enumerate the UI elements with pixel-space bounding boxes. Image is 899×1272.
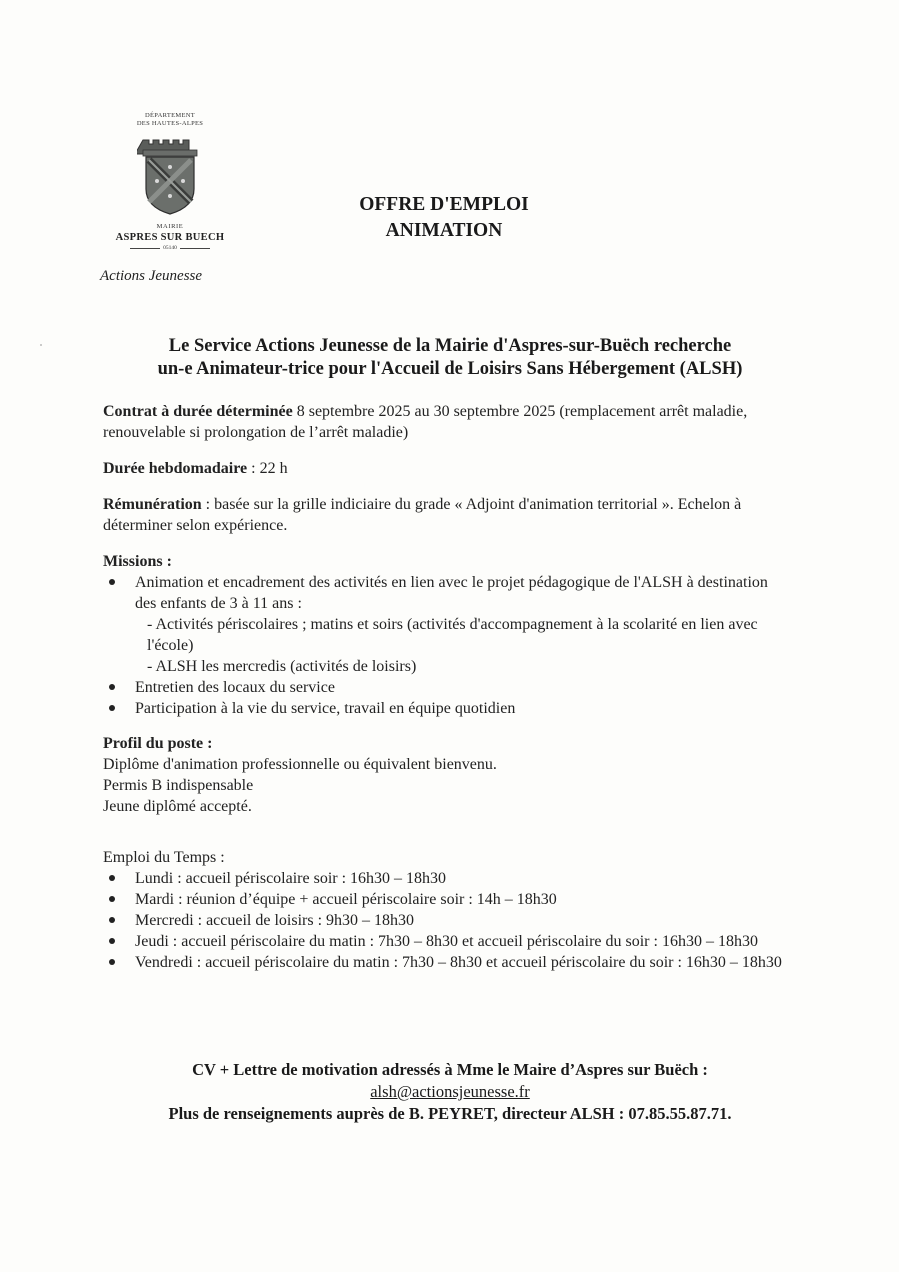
logo-town-name: ASPRES SUR BUECH	[115, 232, 225, 243]
duration-text: : 22 h	[247, 460, 288, 477]
pay-text: : basée sur la grille indiciaire du grade « Adjoint d'animation territorial ». Echelon à déterminer selon expérience.	[103, 496, 742, 534]
municipality-logo	[108, 112, 232, 251]
footer-contact-line: Plus de renseignements auprès de B. PEYRET, directeur ALSH : 07.85.55.87.71.	[168, 1104, 732, 1123]
bullet-icon	[109, 917, 115, 923]
offer-title	[300, 192, 588, 244]
profile-section	[103, 733, 793, 817]
bullet-icon	[109, 938, 115, 944]
contract-label: Contrat à durée déterminée	[103, 403, 293, 420]
schedule-section	[103, 847, 793, 973]
logo-department	[108, 112, 232, 128]
mission-item-text: Animation et encadrement des activités en lien avec le projet pédagogique de l'ALSH à destination des enfants de 3 à 11 ans :	[135, 574, 768, 612]
schedule-item-tuesday	[103, 889, 793, 910]
intro-line2: un-e Animateur-trice pour l'Accueil de Loisirs Sans Hébergement (ALSH)	[157, 359, 743, 379]
logo-rule-right	[180, 248, 210, 249]
intro-line1: Le Service Actions Jeunesse de la Mairie d'Aspres-sur-Buëch recherche	[168, 336, 732, 356]
contact-email-link[interactable]: alsh@actionsjeunesse.fr	[370, 1082, 530, 1101]
bullet-icon	[109, 875, 115, 881]
logo-mairie-label: MAIRIE	[156, 223, 184, 230]
service-label: Actions Jeunesse	[100, 268, 203, 284]
logo-code-row	[108, 245, 232, 251]
pay-paragraph	[103, 494, 793, 536]
missions-section	[103, 551, 793, 719]
schedule-item-text: Mardi : réunion d’équipe + accueil périscolaire soir : 14h – 18h30	[135, 891, 557, 908]
pay-label: Rémunération	[103, 496, 202, 513]
bullet-icon	[109, 705, 115, 711]
duration-paragraph	[103, 458, 793, 479]
logo-department-line2: DES HAUTES-ALPES	[136, 120, 204, 127]
missions-heading: Missions :	[103, 553, 172, 570]
schedule-item-friday	[103, 952, 793, 973]
mission-item	[103, 572, 793, 677]
schedule-item-text: Vendredi : accueil périscolaire du matin : 7h30 – 8h30 et accueil périscolaire du soir : 16h30 – 18h30	[135, 954, 782, 971]
bullet-icon	[109, 579, 115, 585]
duration-label: Durée hebdomadaire	[103, 460, 248, 477]
schedule-item-thursday	[103, 931, 793, 952]
profile-line: Diplôme d'animation professionnelle ou équivalent bienvenu.	[103, 756, 497, 773]
logo-postal-code: 05140	[163, 245, 177, 251]
logo-rule-left	[130, 248, 160, 249]
mission-item	[103, 698, 793, 719]
bullet-icon	[109, 684, 115, 690]
mission-item-text: Participation à la vie du service, travail en équipe quotidien	[135, 700, 516, 717]
schedule-item-monday	[103, 868, 793, 889]
bullet-icon	[109, 959, 115, 965]
application-footer	[60, 1059, 840, 1125]
profile-line: Jeune diplômé accepté.	[103, 798, 252, 815]
coat-of-arms-icon	[137, 136, 203, 216]
bullet-icon	[109, 896, 115, 902]
profile-line: Permis B indispensable	[103, 777, 254, 794]
schedule-item-text: Lundi : accueil périscolaire soir : 16h30 – 18h30	[135, 870, 447, 887]
contract-text: 8 septembre 2025 au 30 septembre 2025 (remplacement arrêt maladie, renouvelable si prolongation de l’arrêt maladie)	[103, 403, 748, 441]
profile-heading: Profil du poste :	[103, 735, 213, 752]
mission-subitem: - ALSH les mercredis (activités de loisirs)	[147, 658, 417, 675]
missions-list	[103, 572, 793, 719]
contract-paragraph	[103, 401, 793, 443]
schedule-list	[103, 868, 793, 973]
footer-application-line: CV + Lettre de motivation adressés à Mme le Maire d’Aspres sur Buëch :	[192, 1060, 708, 1079]
scan-speck	[40, 344, 42, 346]
logo-department-line1: DÉPARTEMENT	[145, 112, 195, 119]
schedule-item-text: Mercredi : accueil de loisirs : 9h30 – 18h30	[135, 912, 415, 929]
offer-title-line2: ANIMATION	[385, 220, 503, 241]
schedule-item-text: Jeudi : accueil périscolaire du matin : 7h30 – 8h30 et accueil périscolaire du soir : 16h30 – 18h30	[135, 933, 758, 950]
mission-item	[103, 677, 793, 698]
schedule-item-wednesday	[103, 910, 793, 931]
offer-body	[103, 401, 793, 973]
intro-heading	[80, 335, 820, 381]
mission-subitem: - Activités périscolaires ; matins et soirs (activités d'accompagnement à la scolarité en lien avec l'école)	[147, 616, 758, 654]
mission-item-text: Entretien des locaux du service	[135, 679, 335, 696]
schedule-heading: Emploi du Temps :	[103, 849, 225, 866]
offer-title-line1: OFFRE D'EMPLOI	[359, 194, 529, 215]
